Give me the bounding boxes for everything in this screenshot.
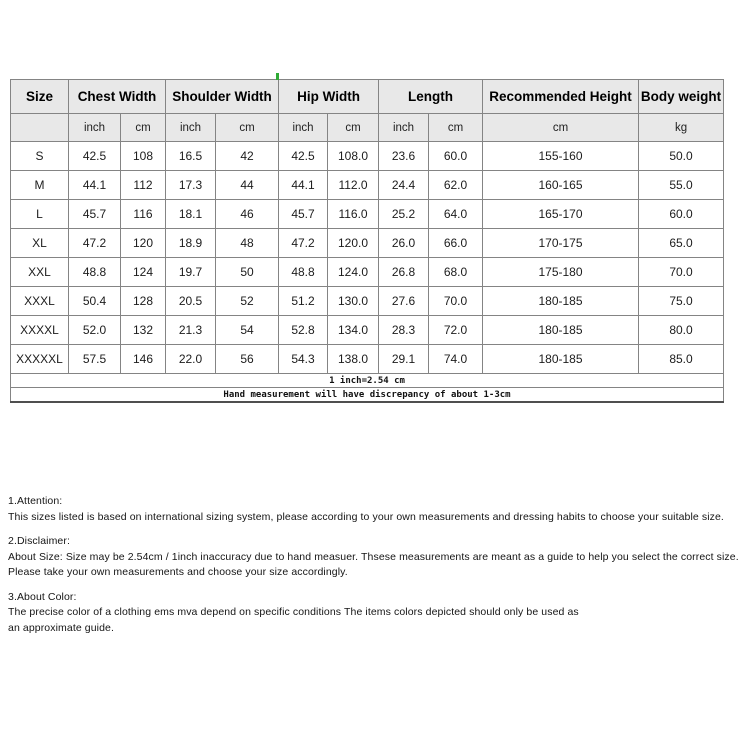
value-cell: 60.0: [429, 142, 483, 171]
value-cell: 51.2: [279, 287, 328, 316]
value-cell: 26.0: [379, 229, 429, 258]
value-cell: 65.0: [639, 229, 724, 258]
value-cell: 70.0: [639, 258, 724, 287]
column-header-recommended-height: Recommended Height: [483, 80, 639, 114]
unit-header-length-inch: inch: [379, 114, 429, 142]
value-cell: 50: [216, 258, 279, 287]
value-cell: 155-160: [483, 142, 639, 171]
value-cell: 44.1: [279, 171, 328, 200]
value-cell: 19.7: [166, 258, 216, 287]
unit-header-shoulder-cm: cm: [216, 114, 279, 142]
value-cell: 108: [121, 142, 166, 171]
value-cell: 85.0: [639, 345, 724, 374]
value-cell: 55.0: [639, 171, 724, 200]
table-row: [11, 258, 724, 287]
value-cell: 170-175: [483, 229, 639, 258]
value-cell: 25.2: [379, 200, 429, 229]
unit-header-weight-kg: kg: [639, 114, 724, 142]
unit-header-height-cm: cm: [483, 114, 639, 142]
value-cell: 50.4: [69, 287, 121, 316]
size-label-cell: XXXXL: [11, 316, 69, 345]
unit-header-chest-inch: inch: [69, 114, 121, 142]
value-cell: 18.9: [166, 229, 216, 258]
note-about-color-body-line2: an approximate guide.: [8, 621, 115, 634]
value-cell: 130.0: [328, 287, 379, 316]
value-cell: 112.0: [328, 171, 379, 200]
value-cell: 124: [121, 258, 166, 287]
value-cell: 52.0: [69, 316, 121, 345]
unit-header-empty: [11, 114, 69, 142]
size-label-cell: XXXXXL: [11, 345, 69, 374]
unit-header-chest-cm: cm: [121, 114, 166, 142]
table-row: [11, 287, 724, 316]
value-cell: 120.0: [328, 229, 379, 258]
value-cell: 54: [216, 316, 279, 345]
value-cell: 52: [216, 287, 279, 316]
size-label-cell: XXL: [11, 258, 69, 287]
value-cell: 60.0: [639, 200, 724, 229]
notes-section: [8, 494, 748, 645]
size-label-cell: XL: [11, 229, 69, 258]
unit-header-length-cm: cm: [429, 114, 483, 142]
green-tick-artifact: [276, 73, 279, 80]
value-cell: 20.5: [166, 287, 216, 316]
note-disclaimer-body-line1: About Size: Size may be 2.54cm / 1inch inaccuracy due to hand measuer. Thsese measurements are meant as a guide to help you select the correct size.: [8, 550, 739, 563]
unit-header-hip-cm: cm: [328, 114, 379, 142]
value-cell: 21.3: [166, 316, 216, 345]
value-cell: 46: [216, 200, 279, 229]
value-cell: 45.7: [279, 200, 328, 229]
value-cell: 66.0: [429, 229, 483, 258]
value-cell: 42: [216, 142, 279, 171]
value-cell: 175-180: [483, 258, 639, 287]
column-header-size: Size: [11, 80, 69, 114]
table-row: [11, 345, 724, 374]
value-cell: 165-170: [483, 200, 639, 229]
note-disclaimer-body-line2: Please take your own measurements and choose your size accordingly.: [8, 566, 348, 578]
value-cell: 44.1: [69, 171, 121, 200]
value-cell: 23.6: [379, 142, 429, 171]
value-cell: 42.5: [279, 142, 328, 171]
value-cell: 160-165: [483, 171, 639, 200]
value-cell: 52.8: [279, 316, 328, 345]
table-row: [11, 171, 724, 200]
footnote-measurement-discrepancy: Hand measurement will have discrepancy of about 1-3cm: [11, 388, 724, 403]
value-cell: 62.0: [429, 171, 483, 200]
value-cell: 70.0: [429, 287, 483, 316]
value-cell: 48.8: [279, 258, 328, 287]
size-table-body: [11, 142, 724, 374]
value-cell: 16.5: [166, 142, 216, 171]
unit-header-hip-inch: inch: [279, 114, 328, 142]
table-row: [11, 142, 724, 171]
size-label-cell: S: [11, 142, 69, 171]
value-cell: 44: [216, 171, 279, 200]
value-cell: 116: [121, 200, 166, 229]
value-cell: 48: [216, 229, 279, 258]
note-about-color-heading: 3.About Color:: [8, 590, 77, 603]
value-cell: 47.2: [69, 229, 121, 258]
footnote-inch-conversion: 1 inch=2.54 cm: [11, 374, 724, 388]
table-row: [11, 229, 724, 258]
value-cell: 112: [121, 171, 166, 200]
value-cell: 80.0: [639, 316, 724, 345]
unit-header-shoulder-inch: inch: [166, 114, 216, 142]
value-cell: 28.3: [379, 316, 429, 345]
value-cell: 128: [121, 287, 166, 316]
column-header-chest-width: Chest Width: [69, 80, 166, 114]
size-label-cell: L: [11, 200, 69, 229]
value-cell: 108.0: [328, 142, 379, 171]
note-attention: [8, 494, 748, 525]
footnote-row-inch-conversion: [11, 374, 724, 388]
value-cell: 18.1: [166, 200, 216, 229]
value-cell: 50.0: [639, 142, 724, 171]
value-cell: 180-185: [483, 345, 639, 374]
note-attention-heading: 1.Attention:: [8, 495, 63, 507]
value-cell: 180-185: [483, 287, 639, 316]
value-cell: 54.3: [279, 345, 328, 374]
note-disclaimer: [8, 534, 748, 581]
unit-header-row: [11, 114, 724, 142]
value-cell: 56: [216, 345, 279, 374]
value-cell: 72.0: [429, 316, 483, 345]
note-attention-body: This sizes listed is based on international sizing system, please according to your own measurements and dressing habits to choose your suitable size.: [8, 510, 724, 523]
size-label-cell: M: [11, 171, 69, 200]
value-cell: 48.8: [69, 258, 121, 287]
value-cell: 26.8: [379, 258, 429, 287]
column-header-hip-width: Hip Width: [279, 80, 379, 114]
value-cell: 29.1: [379, 345, 429, 374]
value-cell: 17.3: [166, 171, 216, 200]
column-header-length: Length: [379, 80, 483, 114]
value-cell: 120: [121, 229, 166, 258]
size-label-cell: XXXL: [11, 287, 69, 316]
value-cell: 22.0: [166, 345, 216, 374]
value-cell: 134.0: [328, 316, 379, 345]
value-cell: 75.0: [639, 287, 724, 316]
note-about-color-body-line1: The precise color of a clothing ems mva depend on specific conditions The items colors depicted should only be used as: [8, 606, 579, 618]
note-disclaimer-heading: 2.Disclaimer:: [8, 535, 70, 547]
value-cell: 116.0: [328, 200, 379, 229]
value-cell: 124.0: [328, 258, 379, 287]
value-cell: 27.6: [379, 287, 429, 316]
value-cell: 45.7: [69, 200, 121, 229]
column-header-body-weight: Body weight: [639, 80, 724, 114]
value-cell: 68.0: [429, 258, 483, 287]
value-cell: 47.2: [279, 229, 328, 258]
value-cell: 42.5: [69, 142, 121, 171]
note-about-color: [8, 590, 748, 637]
value-cell: 64.0: [429, 200, 483, 229]
value-cell: 57.5: [69, 345, 121, 374]
size-chart-table: [10, 79, 724, 403]
column-group-header-row: [11, 80, 724, 114]
value-cell: 24.4: [379, 171, 429, 200]
table-row: [11, 200, 724, 229]
value-cell: 180-185: [483, 316, 639, 345]
column-header-shoulder-width: Shoulder Width: [166, 80, 279, 114]
value-cell: 74.0: [429, 345, 483, 374]
value-cell: 138.0: [328, 345, 379, 374]
footnote-row-measurement-discrepancy: [11, 388, 724, 403]
value-cell: 132: [121, 316, 166, 345]
value-cell: 146: [121, 345, 166, 374]
table-row: [11, 316, 724, 345]
